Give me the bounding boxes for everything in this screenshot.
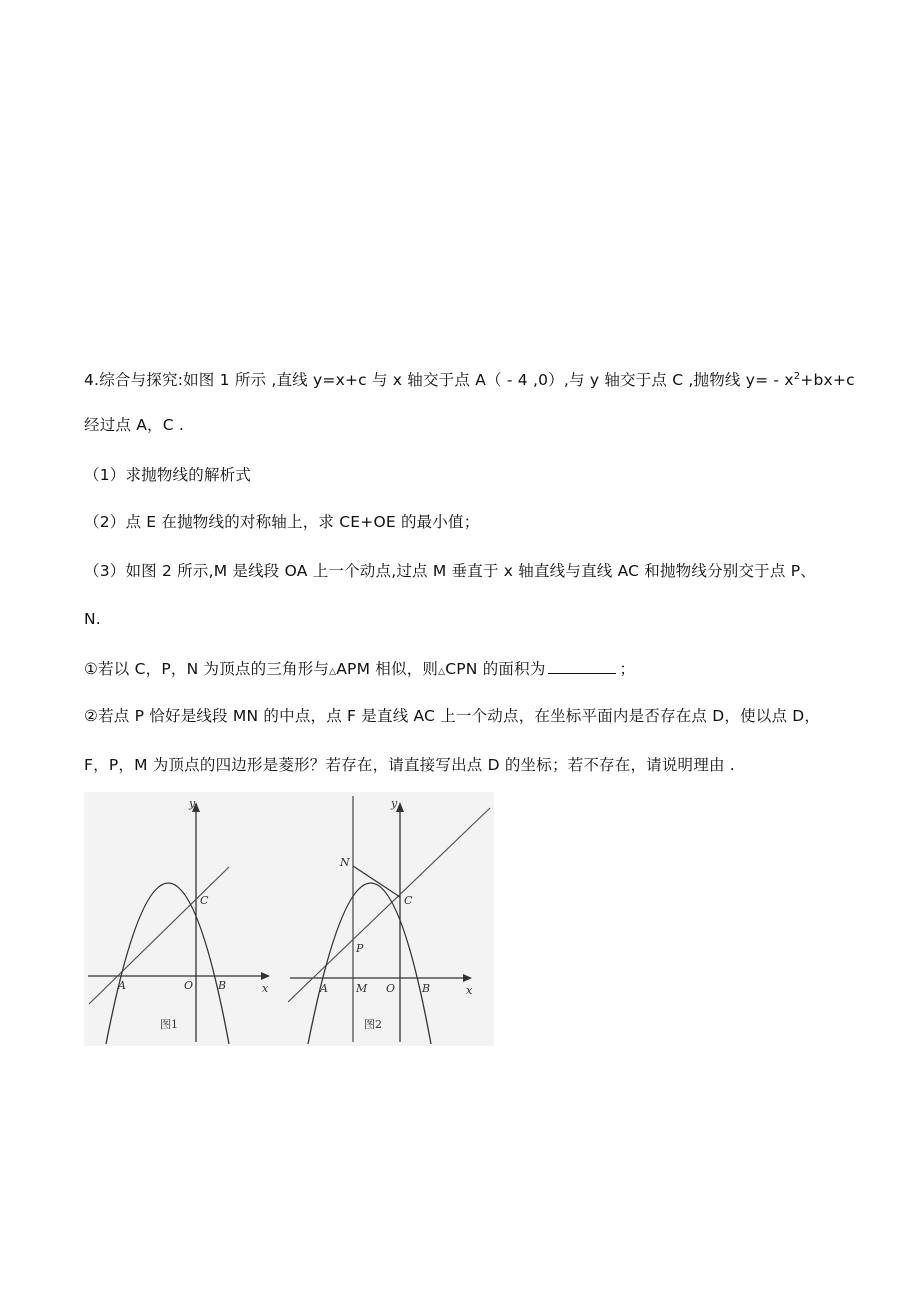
- label-o: O: [184, 979, 194, 992]
- label-o: O: [386, 982, 396, 995]
- sub-question-2-line-2: F，P，M 为顶点的四边形是菱形？若存在，请直接写出点 D 的坐标；若不存在，请说明理由 .: [84, 756, 735, 774]
- figure-2: [288, 792, 494, 1046]
- figure-1: [84, 792, 290, 1046]
- sub-question-2-line-1: ②若点 P 恰好是线段 MN 的中点，点 F 是直线 AC 上一个动点，在坐标平面内是否存在点 D，使以点 D，: [84, 707, 821, 725]
- sub-question-text: ；: [619, 660, 636, 678]
- line-ac: [288, 808, 490, 1002]
- segment-nc: [353, 866, 400, 897]
- x-axis-arrow-icon: [463, 974, 472, 982]
- label-x: x: [262, 982, 269, 995]
- label-y: y: [189, 797, 196, 810]
- question-part-3-line-2: N.: [84, 610, 101, 628]
- problem-statement-line-2: 经过点 A，C .: [84, 416, 185, 434]
- label-a: A: [320, 982, 328, 995]
- label-n: N: [340, 856, 350, 869]
- label-x: x: [466, 984, 473, 997]
- label-b: B: [422, 982, 431, 995]
- sub-question-1: [84, 657, 635, 683]
- triangle-symbol: △: [438, 667, 446, 677]
- x-axis-arrow-icon: [261, 972, 270, 980]
- figure-2-caption: 图2: [364, 1018, 382, 1031]
- question-part-1: （1）求抛物线的解析式: [84, 466, 252, 484]
- question-part-3-line-1: （3）如图 2 所示,M 是线段 OA 上一个动点,过点 M 垂直于 x 轴直线与直线 AC 和抛物线分别交于点 P、: [84, 562, 816, 580]
- sub-question-text: APM 相似，则: [336, 660, 439, 678]
- sub-question-text: ①若以 C，P，N 为顶点的三角形与: [84, 660, 330, 678]
- label-c: C: [404, 894, 413, 907]
- figure-1-caption: 图1: [160, 1018, 178, 1031]
- problem-statement-line-1: [84, 369, 855, 391]
- question-part-2: （2）点 E 在抛物线的对称轴上，求 CE+OE 的最小值；: [84, 513, 480, 531]
- line-ac: [89, 867, 229, 1004]
- sub-question-text: CPN 的面积为: [445, 660, 546, 678]
- label-m: M: [356, 982, 368, 995]
- label-a: A: [118, 979, 126, 992]
- answer-blank: [548, 657, 616, 674]
- superscript: 2: [793, 370, 801, 382]
- label-p: P: [356, 942, 364, 955]
- problem-text: 4.综合与探究:如图 1 所示 ,直线 y=x+c 与 x 轴交于点 A（ - 4 ,0）,与 y 轴交于点 C ,抛物线 y= - x: [84, 371, 794, 389]
- problem-text: +bx+c: [800, 371, 855, 389]
- label-b: B: [218, 979, 227, 992]
- label-y: y: [391, 797, 398, 810]
- triangle-symbol: △: [329, 667, 337, 677]
- label-c: C: [200, 894, 209, 907]
